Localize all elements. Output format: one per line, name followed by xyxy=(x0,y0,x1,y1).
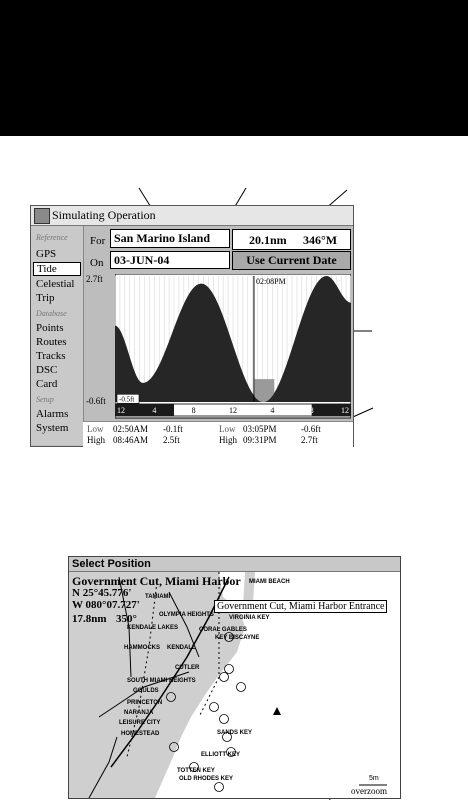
town-label: HAMMOCKS xyxy=(124,645,160,651)
tide-table xyxy=(83,421,353,447)
town-label: KEY BISCAYNE xyxy=(215,635,260,641)
town-label: PRINCETON xyxy=(127,700,163,706)
place-name: Government Cut, Miami Harbor xyxy=(72,574,241,588)
town-label: HOMESTEAD xyxy=(121,731,160,737)
low-value-label: -0.5ft xyxy=(119,395,135,404)
menu-header-database: Database xyxy=(36,309,67,318)
x-tick-label: 4 xyxy=(270,406,275,415)
low-height-left: -0.1ft xyxy=(163,424,183,434)
x-tick-label: 12 xyxy=(229,406,237,415)
high-height-right: 2.7ft xyxy=(301,435,318,445)
high-time-right: 09:31PM xyxy=(243,435,277,445)
town-label: KENDALE LAKES xyxy=(127,625,179,631)
low-time-right: 03:05PM xyxy=(243,424,277,434)
map-window xyxy=(68,556,401,799)
tide-screen xyxy=(30,205,354,447)
for-label: For xyxy=(90,235,106,247)
low-label-right: Low xyxy=(219,424,236,434)
x-tick-label: 12 xyxy=(117,406,125,415)
window-title: Simulating Operation xyxy=(52,208,156,222)
scale-label: 5m xyxy=(369,775,379,782)
high-height-left: 2.5ft xyxy=(163,435,180,445)
distance: 17.8nm xyxy=(72,613,107,625)
menu-item-routes[interactable]: Routes xyxy=(36,336,67,348)
town-label: OLD RHODES KEY xyxy=(179,776,234,782)
station-field[interactable]: San Marino Island xyxy=(110,229,230,248)
town-label: VIRGINIA KEY xyxy=(229,615,270,621)
town-label: CUTLER xyxy=(175,665,200,671)
longitude: W 080°07.727' xyxy=(72,599,140,611)
main-menu xyxy=(31,226,84,445)
town-label: TOTTEN KEY xyxy=(177,768,215,774)
distance-value: 20.1nm xyxy=(249,233,287,247)
use-current-date-button[interactable]: Use Current Date xyxy=(232,251,351,270)
bearing: 350° xyxy=(116,613,137,625)
menu-item-trip[interactable]: Trip xyxy=(36,292,55,304)
menu-item-dsc[interactable]: DSC xyxy=(36,364,58,376)
x-tick-label: 8 xyxy=(309,406,314,415)
x-tick-label: 4 xyxy=(152,406,157,415)
town-label: MIAMI BEACH xyxy=(249,579,290,585)
menu-header-reference: Reference xyxy=(36,233,68,242)
menu-item-points[interactable]: Points xyxy=(36,322,64,334)
on-label: On xyxy=(90,257,104,269)
town-label: TAMIAMI xyxy=(145,594,171,600)
town-label: OLYMPIA HEIGHTS xyxy=(159,612,214,618)
town-label: NARANJA xyxy=(124,710,154,716)
menu-item-card[interactable]: Card xyxy=(36,378,58,390)
x-tick-label: 8 xyxy=(191,406,196,415)
menu-item-tracks[interactable]: Tracks xyxy=(36,350,66,362)
town-label: GOULDS xyxy=(133,688,159,694)
menu-item-celestial[interactable]: Celestial xyxy=(36,278,75,290)
town-label: SANDS KEY xyxy=(217,730,253,736)
low-time-left: 02:50AM xyxy=(113,424,149,434)
high-label-left: High xyxy=(87,435,105,445)
menu-item-alarms[interactable]: Alarms xyxy=(36,408,69,420)
bearing-value: 346°M xyxy=(303,233,338,247)
x-tick-label: 12 xyxy=(341,406,349,415)
location-tooltip: Government Cut, Miami Harbor Entrance xyxy=(214,600,387,613)
menu-item-tide[interactable]: Tide xyxy=(33,262,81,276)
town-label: ELLIOTT KEY xyxy=(201,752,240,758)
cursor-time-label: 02:08PM xyxy=(255,277,286,286)
low-label-left: Low xyxy=(87,424,104,434)
zoom-label: overzoom xyxy=(351,786,387,796)
latitude: N 25°45.776' xyxy=(72,587,132,599)
title-bar xyxy=(31,206,353,226)
menu-item-system[interactable]: System xyxy=(36,422,69,434)
y-max-label: 2.7ft xyxy=(86,274,103,284)
high-time-left: 08:46AM xyxy=(113,435,149,445)
high-label-right: High xyxy=(219,435,237,445)
town-label: LEISURE CITY xyxy=(119,720,161,726)
town-label: CORAL GABLES xyxy=(199,627,247,633)
map-title: Select Position xyxy=(69,557,400,572)
low-height-right: -0.6ft xyxy=(301,424,321,434)
distance-bearing-box xyxy=(232,229,351,250)
town-label: SOUTH MIAMI HEIGHTS xyxy=(127,678,196,684)
tide-chart xyxy=(115,274,351,420)
menu-item-gps[interactable]: GPS xyxy=(36,248,57,260)
menu-header-setup: Setup xyxy=(36,395,54,404)
tide-chart-svg xyxy=(115,274,351,420)
town-label: KENDALL xyxy=(167,645,196,651)
app-icon xyxy=(34,208,50,224)
y-min-label: -0.6ft xyxy=(86,396,106,406)
date-field[interactable]: 03-JUN-04 xyxy=(110,251,230,269)
